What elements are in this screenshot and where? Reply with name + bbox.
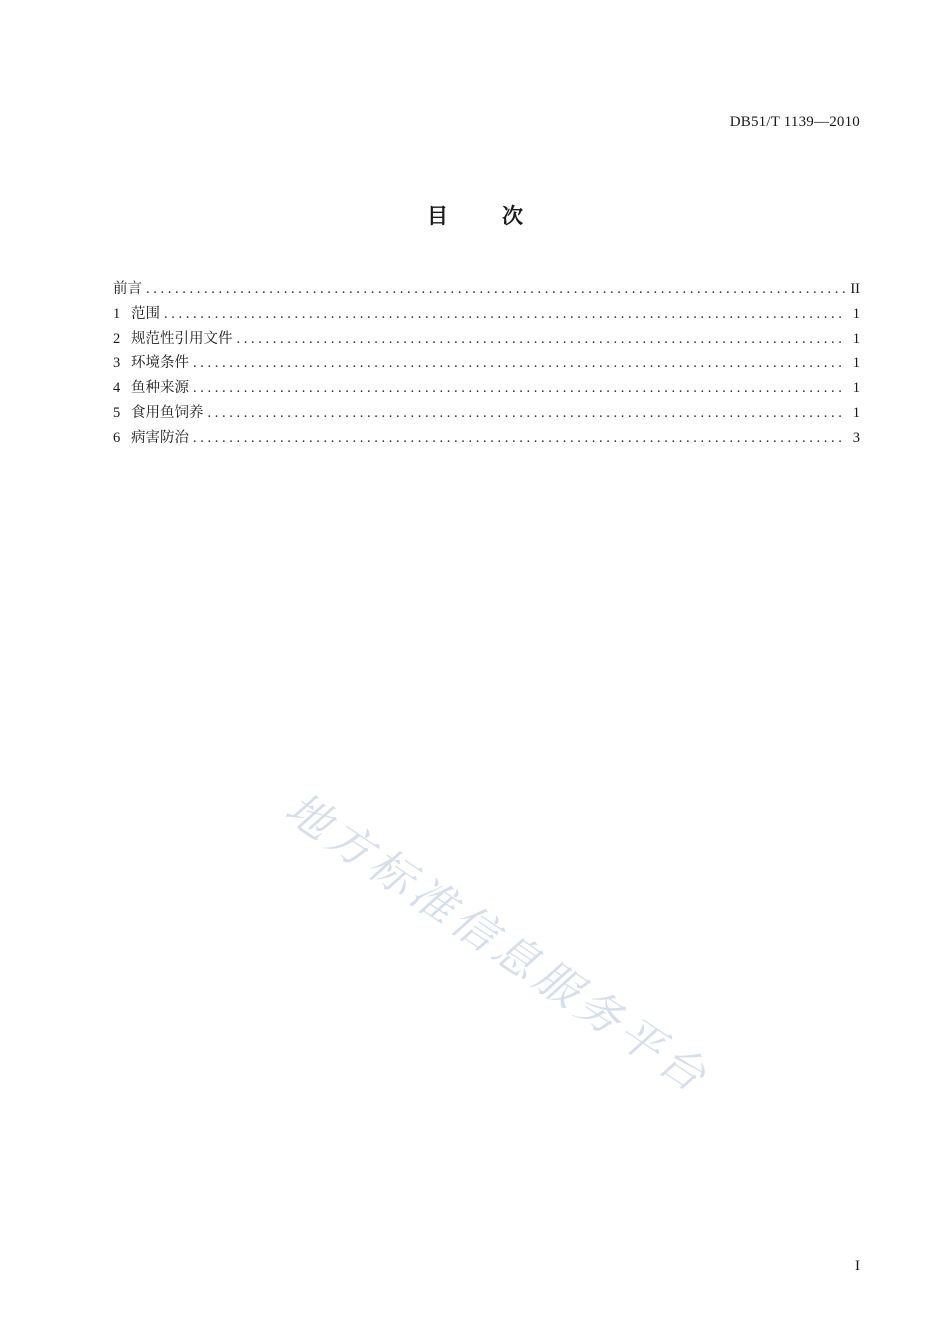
toc-entry-preface[interactable] bbox=[113, 277, 860, 302]
toc-entry-page: 1 bbox=[852, 404, 860, 421]
toc-leader-dots bbox=[193, 355, 846, 372]
document-code: DB51/T 1139—2010 bbox=[729, 114, 860, 130]
toc-entry-number: 5 bbox=[113, 404, 121, 421]
toc-entry-food-fish-rearing[interactable] bbox=[113, 401, 860, 426]
toc-entry-number: 4 bbox=[113, 380, 121, 397]
toc-leader-dots bbox=[146, 281, 846, 298]
toc-entry-title: 鱼种来源 bbox=[131, 380, 189, 397]
toc-entry-title: 前言 bbox=[113, 281, 142, 297]
toc-entry-number: 2 bbox=[113, 330, 121, 347]
toc-entry-title: 病害防治 bbox=[131, 429, 189, 446]
toc-leader-dots bbox=[237, 331, 847, 348]
toc-entry-number: 3 bbox=[113, 355, 121, 372]
toc-entry-number: 6 bbox=[113, 429, 121, 446]
page-number: I bbox=[855, 1258, 860, 1274]
toc-entry-scope[interactable] bbox=[113, 302, 860, 327]
toc-entry-title: 规范性引用文件 bbox=[131, 330, 233, 347]
toc-entry-page: 3 bbox=[852, 429, 860, 446]
toc-entry-page: 1 bbox=[852, 380, 860, 397]
toc-heading-char-2: 次 bbox=[502, 204, 523, 228]
toc-list bbox=[113, 277, 860, 451]
toc-entry-normative-references[interactable] bbox=[113, 327, 860, 352]
toc-leader-dots bbox=[208, 405, 847, 422]
toc-entry-page: 1 bbox=[852, 355, 860, 372]
toc-entry-disease-control[interactable] bbox=[113, 426, 860, 451]
toc-entry-environment[interactable] bbox=[113, 351, 860, 376]
toc-entry-page: 1 bbox=[852, 305, 860, 322]
watermark: 地方标准信息服务平台 bbox=[275, 782, 720, 1105]
toc-entry-page: 1 bbox=[852, 330, 860, 347]
toc-entry-title: 环境条件 bbox=[131, 355, 189, 372]
toc-heading bbox=[0, 200, 950, 230]
toc-leader-dots bbox=[193, 380, 846, 397]
toc-entry-page: II bbox=[850, 281, 860, 297]
toc-entry-title: 食用鱼饲养 bbox=[131, 404, 204, 421]
toc-entry-title: 范围 bbox=[131, 305, 160, 322]
toc-entry-fingerling-source[interactable] bbox=[113, 376, 860, 401]
toc-heading-char-1: 目 bbox=[427, 204, 448, 228]
toc-leader-dots bbox=[164, 306, 846, 323]
toc-entry-number: 1 bbox=[113, 305, 121, 322]
toc-leader-dots bbox=[193, 430, 846, 447]
